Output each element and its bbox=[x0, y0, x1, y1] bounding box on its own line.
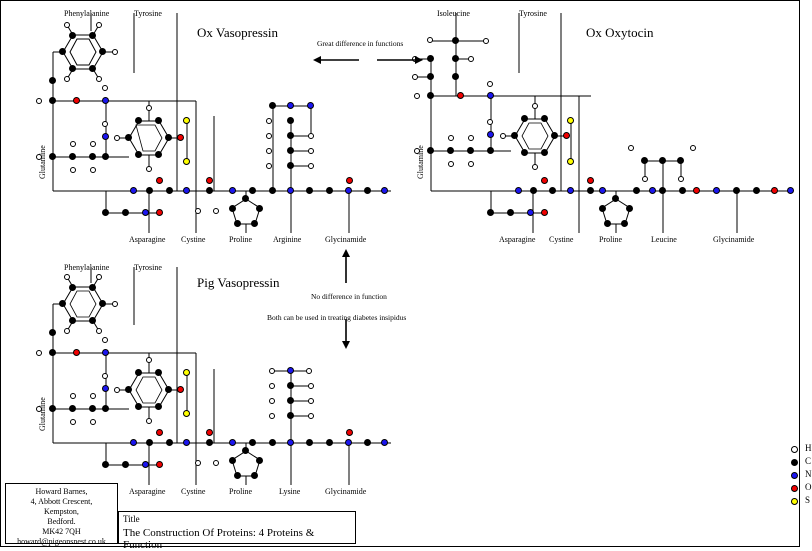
atom-o bbox=[587, 177, 594, 184]
atom-c bbox=[155, 369, 162, 376]
atom-h bbox=[64, 274, 70, 280]
atom-c bbox=[753, 187, 760, 194]
double-arrow-horizontal-icon bbox=[313, 53, 423, 67]
atom-c bbox=[122, 461, 129, 468]
atom-n bbox=[229, 187, 236, 194]
legend-label: O bbox=[805, 482, 812, 492]
atom-c bbox=[89, 65, 96, 72]
label-residue: Cystine bbox=[181, 235, 206, 244]
atom-n bbox=[527, 209, 534, 216]
atom-h bbox=[102, 121, 108, 127]
atom-c bbox=[511, 132, 518, 139]
atom-c bbox=[256, 457, 263, 464]
atom-c bbox=[122, 209, 129, 216]
atom-h bbox=[96, 328, 102, 334]
atom-o bbox=[346, 177, 353, 184]
atom-c bbox=[166, 439, 173, 446]
label-residue: Glycinamide bbox=[325, 235, 367, 244]
atom-h bbox=[96, 22, 102, 28]
atom-c bbox=[452, 73, 459, 80]
atom-c bbox=[659, 187, 666, 194]
atom-c bbox=[269, 187, 276, 194]
atom-h bbox=[213, 460, 219, 466]
atom-c bbox=[452, 55, 459, 62]
atom-o bbox=[156, 177, 163, 184]
atom-h bbox=[308, 133, 314, 139]
atom-c bbox=[447, 147, 454, 154]
atom-c bbox=[659, 157, 666, 164]
atom-c bbox=[306, 187, 313, 194]
atom-h bbox=[269, 383, 275, 389]
atom-h bbox=[70, 141, 76, 147]
atom-s bbox=[183, 117, 190, 124]
title-block-value: The Construction Of Proteins: 4 Proteins & Function bbox=[123, 527, 315, 551]
atom-c bbox=[135, 369, 142, 376]
atom-o bbox=[541, 209, 548, 216]
atom-o bbox=[156, 461, 163, 468]
atom-c bbox=[155, 151, 162, 158]
atom-c bbox=[69, 317, 76, 324]
atom-n bbox=[515, 187, 522, 194]
atom-h bbox=[532, 164, 538, 170]
atom-n bbox=[487, 131, 494, 138]
atom-c bbox=[679, 187, 686, 194]
label-residue: Leucine bbox=[651, 235, 677, 244]
atom-h bbox=[308, 398, 314, 404]
atom-n bbox=[130, 187, 137, 194]
panel-title-ox-oxytocin: Ox Oxytocin bbox=[586, 25, 654, 40]
atom-h bbox=[266, 163, 272, 169]
atom-c bbox=[549, 187, 556, 194]
atom-h bbox=[64, 328, 70, 334]
atom-c bbox=[89, 153, 96, 160]
atom-n bbox=[287, 439, 294, 446]
atom-n bbox=[142, 209, 149, 216]
address-line: 4, Abbott Crescent, bbox=[30, 497, 93, 506]
label-residue: Asparagine bbox=[129, 235, 166, 244]
atom-h bbox=[90, 141, 96, 147]
atom-n bbox=[381, 439, 388, 446]
atom-c bbox=[69, 153, 76, 160]
label-residue: Phenylalanine bbox=[64, 263, 110, 272]
atom-c bbox=[287, 132, 294, 139]
atom-n bbox=[183, 187, 190, 194]
atom-o bbox=[73, 349, 80, 356]
atom-h bbox=[146, 357, 152, 363]
atom-h bbox=[195, 460, 201, 466]
atom-c bbox=[364, 439, 371, 446]
atom-o bbox=[73, 97, 80, 104]
atom-s bbox=[567, 117, 574, 124]
atom-h bbox=[112, 49, 118, 55]
label-residue: Tyrosine bbox=[519, 9, 547, 18]
atom-c bbox=[467, 147, 474, 154]
atom-h bbox=[427, 37, 433, 43]
atom-h bbox=[112, 301, 118, 307]
atom-c bbox=[49, 153, 56, 160]
atom-h bbox=[414, 93, 420, 99]
atom-c bbox=[102, 405, 109, 412]
atom-h bbox=[487, 119, 493, 125]
annotation-middle-comparison-line2: Both can be used in treating diabetes insipidus bbox=[267, 313, 407, 322]
atom-o bbox=[156, 429, 163, 436]
atom-c bbox=[677, 157, 684, 164]
atom-s bbox=[183, 410, 190, 417]
hydrogen-icon bbox=[791, 446, 798, 453]
atom-c bbox=[551, 132, 558, 139]
label-residue: Phenylalanine bbox=[64, 9, 110, 18]
sulphur-icon bbox=[791, 498, 798, 505]
label-residue: Lysine bbox=[279, 487, 301, 496]
label-residue: Cystine bbox=[549, 235, 574, 244]
annotation-top-comparison: Great difference in functions bbox=[317, 39, 404, 48]
atom-n bbox=[102, 97, 109, 104]
atom-h bbox=[690, 145, 696, 151]
atom-c bbox=[146, 187, 153, 194]
atom-h bbox=[448, 135, 454, 141]
atom-h bbox=[642, 176, 648, 182]
atom-h bbox=[483, 38, 489, 44]
atom-h bbox=[678, 176, 684, 182]
legend-label: H bbox=[805, 443, 812, 453]
atom-c bbox=[242, 447, 249, 454]
atom-h bbox=[102, 85, 108, 91]
atom-n bbox=[567, 187, 574, 194]
atom-h bbox=[96, 274, 102, 280]
atom-c bbox=[99, 300, 106, 307]
atom-h bbox=[90, 393, 96, 399]
atom-c bbox=[521, 115, 528, 122]
atom-c bbox=[621, 220, 628, 227]
atom-n bbox=[183, 439, 190, 446]
atom-c bbox=[69, 65, 76, 72]
atom-c bbox=[427, 55, 434, 62]
atom-h bbox=[412, 74, 418, 80]
atom-h bbox=[308, 163, 314, 169]
atom-c bbox=[604, 220, 611, 227]
atom-h bbox=[269, 398, 275, 404]
carbon-icon bbox=[791, 459, 798, 466]
atom-c bbox=[251, 472, 258, 479]
atom-h bbox=[269, 413, 275, 419]
atom-n bbox=[713, 187, 720, 194]
atom-h bbox=[308, 413, 314, 419]
atom-s bbox=[183, 369, 190, 376]
atom-n bbox=[102, 133, 109, 140]
atom-c bbox=[135, 403, 142, 410]
atom-o bbox=[346, 429, 353, 436]
legend-label: C bbox=[805, 456, 812, 466]
atom-c bbox=[49, 349, 56, 356]
atom-o bbox=[693, 187, 700, 194]
atom-c bbox=[102, 153, 109, 160]
atom-c bbox=[206, 439, 213, 446]
atom-c bbox=[229, 457, 236, 464]
label-residue: Cystine bbox=[181, 487, 206, 496]
atom-n bbox=[345, 187, 352, 194]
atom-h bbox=[468, 56, 474, 62]
atom-c bbox=[49, 405, 56, 412]
atom-c bbox=[269, 102, 276, 109]
atom-h bbox=[70, 393, 76, 399]
atom-s bbox=[183, 158, 190, 165]
atom-c bbox=[102, 461, 109, 468]
atom-h bbox=[102, 337, 108, 343]
atom-c bbox=[49, 77, 56, 84]
atom-n bbox=[381, 187, 388, 194]
atom-c bbox=[626, 205, 633, 212]
label-residue: Asparagine bbox=[129, 487, 166, 496]
atom-h bbox=[114, 387, 120, 393]
address-line: MK42 7QH bbox=[42, 527, 81, 536]
atom-o bbox=[177, 386, 184, 393]
atom-c bbox=[99, 48, 106, 55]
atom-c bbox=[733, 187, 740, 194]
oxygen-icon bbox=[791, 485, 798, 492]
atom-o bbox=[177, 134, 184, 141]
nitrogen-icon bbox=[791, 472, 798, 479]
atom-o bbox=[563, 132, 570, 139]
atom-c bbox=[633, 187, 640, 194]
atom-c bbox=[599, 205, 606, 212]
atom-n bbox=[102, 385, 109, 392]
atom-c bbox=[102, 209, 109, 216]
atom-h bbox=[308, 383, 314, 389]
atom-c bbox=[49, 329, 56, 336]
atom-c bbox=[69, 405, 76, 412]
atom-c bbox=[364, 187, 371, 194]
address-email: howard@pigeonsnest.co.uk bbox=[17, 537, 106, 546]
label-residue: Glycinamide bbox=[325, 487, 367, 496]
address-line: Howard Barnes, bbox=[35, 487, 88, 496]
atom-h bbox=[269, 368, 275, 374]
atom-n bbox=[649, 187, 656, 194]
atom-c bbox=[251, 220, 258, 227]
atom-c bbox=[287, 412, 294, 419]
label-residue: Arginine bbox=[273, 235, 302, 244]
atom-h bbox=[213, 208, 219, 214]
atom-c bbox=[306, 439, 313, 446]
atom-n bbox=[102, 349, 109, 356]
atom-h bbox=[90, 167, 96, 173]
atom-o bbox=[206, 429, 213, 436]
atom-n bbox=[599, 187, 606, 194]
atom-c bbox=[206, 187, 213, 194]
atom-h bbox=[628, 145, 634, 151]
atom-c bbox=[287, 162, 294, 169]
atom-c bbox=[641, 157, 648, 164]
atom-h bbox=[36, 350, 42, 356]
label-residue: Tyrosine bbox=[134, 263, 162, 272]
atom-c bbox=[69, 32, 76, 39]
atom-n bbox=[130, 439, 137, 446]
title-block-caption: Title bbox=[123, 514, 140, 524]
atom-n bbox=[142, 461, 149, 468]
atom-c bbox=[125, 134, 132, 141]
atom-c bbox=[155, 117, 162, 124]
atom-h bbox=[266, 148, 272, 154]
atom-c bbox=[287, 382, 294, 389]
atom-c bbox=[507, 209, 514, 216]
atom-c bbox=[125, 386, 132, 393]
atom-c bbox=[242, 195, 249, 202]
atom-h bbox=[468, 135, 474, 141]
atom-h bbox=[448, 161, 454, 167]
atom-c bbox=[69, 284, 76, 291]
atom-c bbox=[487, 147, 494, 154]
atom-h bbox=[64, 76, 70, 82]
atom-n bbox=[287, 187, 294, 194]
atom-n bbox=[487, 92, 494, 99]
label-residue: Glutamine bbox=[416, 145, 425, 179]
address-line: Bedford. bbox=[47, 517, 76, 526]
atom-h bbox=[64, 22, 70, 28]
label-residue: Asparagine bbox=[499, 235, 536, 244]
address-line: Kempston, bbox=[44, 507, 79, 516]
panel-title-ox-vasopressin: Ox Vasopressin bbox=[197, 25, 279, 40]
panel-title-pig-vasopressin: Pig Vasopressin bbox=[197, 275, 280, 290]
atom-c bbox=[165, 386, 172, 393]
atom-n bbox=[787, 187, 794, 194]
atom-c bbox=[234, 472, 241, 479]
atom-c bbox=[427, 92, 434, 99]
label-residue: Glutamine bbox=[38, 145, 47, 179]
atom-c bbox=[269, 439, 276, 446]
atom-c bbox=[135, 151, 142, 158]
atom-c bbox=[427, 73, 434, 80]
atom-h bbox=[500, 133, 506, 139]
atom-c bbox=[89, 405, 96, 412]
atom-c bbox=[49, 97, 56, 104]
atom-c bbox=[146, 439, 153, 446]
atom-c bbox=[249, 439, 256, 446]
atom-c bbox=[487, 209, 494, 216]
atom-c bbox=[166, 187, 173, 194]
atom-n bbox=[287, 102, 294, 109]
atom-h bbox=[90, 419, 96, 425]
atom-h bbox=[96, 76, 102, 82]
atom-c bbox=[287, 147, 294, 154]
atom-c bbox=[427, 147, 434, 154]
atom-c bbox=[89, 317, 96, 324]
atom-o bbox=[771, 187, 778, 194]
atom-c bbox=[541, 149, 548, 156]
atom-h bbox=[266, 118, 272, 124]
atom-c bbox=[326, 187, 333, 194]
label-residue: Proline bbox=[229, 235, 253, 244]
atom-n bbox=[287, 367, 294, 374]
annotation-middle-comparison-line1: No difference in function bbox=[311, 292, 387, 301]
title-block bbox=[118, 511, 356, 551]
atom-c bbox=[135, 117, 142, 124]
atom-c bbox=[287, 397, 294, 404]
atom-h bbox=[102, 373, 108, 379]
atom-c bbox=[587, 187, 594, 194]
atom-h bbox=[36, 98, 42, 104]
label-residue: Tyrosine bbox=[134, 9, 162, 18]
atom-o bbox=[541, 177, 548, 184]
atom-h bbox=[146, 418, 152, 424]
atom-c bbox=[249, 187, 256, 194]
label-residue: Proline bbox=[599, 235, 623, 244]
atom-o bbox=[156, 209, 163, 216]
atom-s bbox=[567, 158, 574, 165]
label-residue: Glycinamide bbox=[713, 235, 755, 244]
atom-h bbox=[532, 103, 538, 109]
atom-o bbox=[457, 92, 464, 99]
atom-n bbox=[307, 102, 314, 109]
atom-o bbox=[206, 177, 213, 184]
atom-h bbox=[306, 368, 312, 374]
atom-c bbox=[326, 439, 333, 446]
legend-label: S bbox=[805, 495, 811, 505]
atom-c bbox=[612, 195, 619, 202]
atom-c bbox=[165, 134, 172, 141]
legend-label: N bbox=[805, 469, 812, 479]
atom-c bbox=[287, 117, 294, 124]
atom-h bbox=[266, 133, 272, 139]
label-residue: Glutamine bbox=[38, 397, 47, 431]
atom-c bbox=[59, 300, 66, 307]
atom-c bbox=[234, 220, 241, 227]
label-residue: Proline bbox=[229, 487, 253, 496]
atom-h bbox=[487, 81, 493, 87]
atom-n bbox=[345, 439, 352, 446]
atom-h bbox=[468, 161, 474, 167]
label-residue: Isoleucine bbox=[437, 9, 470, 18]
panel-ox-oxytocin bbox=[401, 1, 801, 251]
atom-c bbox=[59, 48, 66, 55]
atom-h bbox=[146, 166, 152, 172]
atom-h bbox=[146, 105, 152, 111]
atom-c bbox=[452, 37, 459, 44]
atom-h bbox=[114, 135, 120, 141]
address-block bbox=[5, 483, 118, 544]
atom-c bbox=[541, 115, 548, 122]
double-arrow-vertical-icon bbox=[339, 249, 353, 349]
atom-h bbox=[70, 419, 76, 425]
atom-c bbox=[89, 284, 96, 291]
atom-h bbox=[195, 208, 201, 214]
atom-c bbox=[155, 403, 162, 410]
atom-h bbox=[308, 148, 314, 154]
atom-c bbox=[256, 205, 263, 212]
atom-c bbox=[530, 187, 537, 194]
atom-c bbox=[521, 149, 528, 156]
atom-c bbox=[229, 205, 236, 212]
atom-n bbox=[229, 439, 236, 446]
atom-c bbox=[89, 32, 96, 39]
atom-h bbox=[70, 167, 76, 173]
